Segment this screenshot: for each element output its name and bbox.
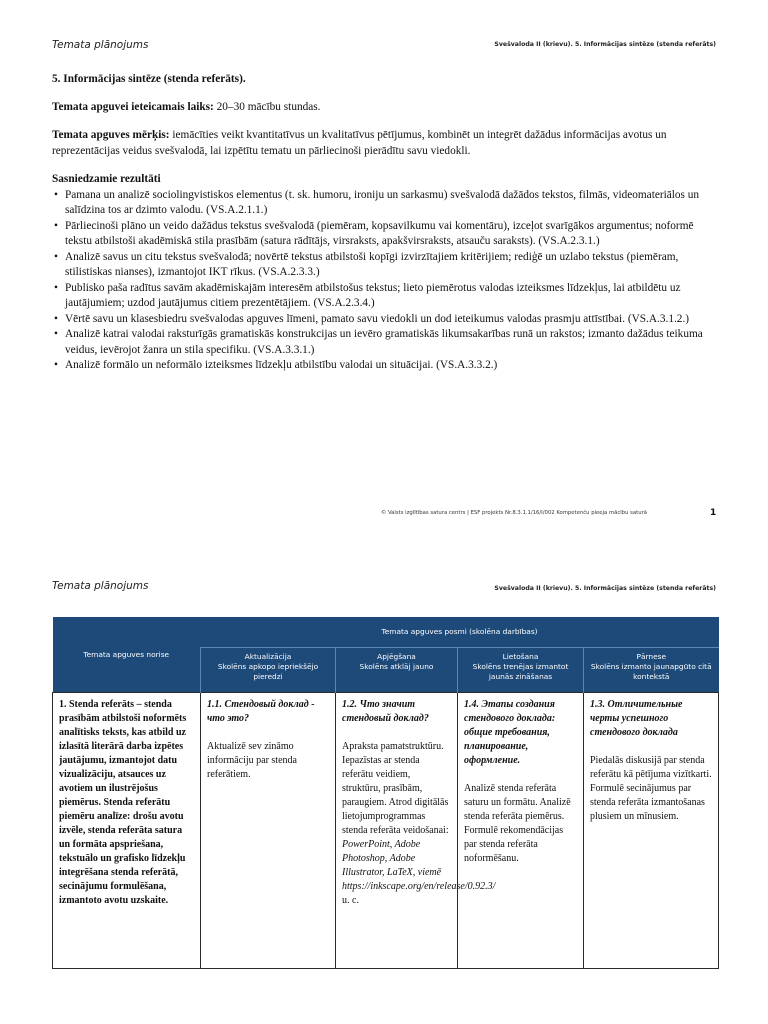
cell-title: 1.1. Стендовый доклад - что это? bbox=[207, 699, 315, 724]
cell-lietosana bbox=[458, 693, 584, 969]
results-list bbox=[52, 188, 718, 374]
goal-text: iemācīties veikt kvantitatīvus un kvalitatīvus pētījumus, kombinēt un integrēt dažādus informācijas avotus un reprezentācijas veidus svešvalodā, lai izpētītu tematu un pārliecinoši pierādītu savu viedokli. bbox=[52, 129, 667, 157]
result-item: • Pamana un analizē sociolingvistiskos elementus (t. sk. humoru, ironiju un sarkasmu) svešvalodā dažādos tekstos, filmās, videomateriālos un salīdzina tos ar dzimto valodu. (VS.A.2.1.1.) bbox=[65, 188, 718, 219]
time-label: Temata apguvei ieteicamais laiks: bbox=[52, 100, 214, 113]
topic-title: 5. Informācijas sintēze (stenda referāts). bbox=[52, 73, 246, 85]
result-item: • Pārliecinoši plāno un veido dažādus tekstus svešvalodā (piemēram, kopsavilkumu vai komentāru), izceļot svarīgākos argumentus; noformē tekstu atbilstoši akadēmiskā stila prasībām (satura rādītājs, virsraksts, apakšvirsraksts, atsauču saraksts). (VS.A.2.3.1.) bbox=[65, 219, 718, 250]
goal-label: Temata apguves mērķis: bbox=[52, 129, 170, 141]
page2-header-right: Svešvaloda II (krievu). 5. Informācijas sintēze (stenda referāts) bbox=[494, 585, 716, 592]
stage-desc: Skolēns apkopo iepriekšējo pieredzi bbox=[217, 662, 319, 681]
cell-title: 1.2. Что значит стендовый доклад? bbox=[342, 699, 429, 724]
page1-body bbox=[52, 72, 718, 374]
result-item: • Publisko paša radītus savām akadēmiskajām interesēm atbilstošus tekstus; lieto piemērotus valodas izteiksmes līdzekļus, lai atbildētu uz jautājumiem; uzdod jautājumus citiem prezentētājiem. (VS.A.2.3.4.) bbox=[65, 281, 718, 312]
stage-header-aktualizacija bbox=[201, 648, 336, 693]
stage-desc: Skolēns trenējas izmantot jaunās zināšanas bbox=[472, 662, 569, 681]
page-header-left: Temata plānojums bbox=[52, 39, 149, 51]
time-value: 20–30 mācību stundas. bbox=[213, 100, 321, 113]
cell-title: 1.3. Отличительные черты успешного стендового доклада bbox=[590, 699, 683, 738]
stage-name: Lietošana bbox=[502, 652, 539, 661]
results-title: Sasniedzamie rezultāti bbox=[52, 173, 161, 185]
cell-text: Piedalās diskusijā par stenda referātu kā pētījuma vizītkarti. Formulē secinājumus par stenda referāta izmantošanas plusiem un mīnusiem. bbox=[590, 755, 712, 822]
header-norise: Temata apguves norise bbox=[53, 617, 201, 693]
cell-text: Aktualizē sev zināmo informāciju par stenda referātiem. bbox=[207, 741, 297, 780]
stage-header-lietosana bbox=[458, 648, 584, 693]
cell-apjegsana bbox=[336, 693, 496, 969]
page2-header-left: Temata plānojums bbox=[52, 580, 149, 592]
stage-desc: Skolēns atklāj jauno bbox=[359, 662, 434, 671]
time-row bbox=[52, 100, 718, 116]
result-item: • Analizē savus un citu tekstus svešvalodā; novērtē tekstus atbilstoši kopīgi izvirzītajiem kritērijiem; rediģē un uzlabo tekstus (piemēram, stilistiskas nianses), izmantojot IKT rīkus. (VS.A.2.3.3.) bbox=[65, 250, 718, 281]
cell-text-part: u. c. bbox=[342, 895, 359, 906]
stage-header-parnese bbox=[584, 648, 719, 693]
result-item: • Vērtē savu un klasesbiedru svešvalodas apguves līmeni, pamato savu viedokli un dod ieteikumus valodas prasmju attīstībai. (VS.A.3.1.2.) bbox=[65, 312, 718, 328]
stage-name: Pārnese bbox=[636, 652, 667, 661]
cell-text-apps: PowerPoint, Adobe Photoshop, Adobe Illustrator, LaTeX, viemē https://inkscape.org/en/release/0.92.3/ bbox=[342, 839, 496, 892]
stage-header-apjegsana bbox=[336, 648, 458, 693]
result-item: • Analizē katrai valodai raksturīgās gramatiskās konstrukcijas un ievēro gramatiskās likumsakarības runā un rakstos; izmanto dažādus teikuma veidus, ievērojot žanra un stila specifiku. (VS.A.3.3.1.) bbox=[65, 327, 718, 358]
stage-desc: Skolēns izmanto jaunapgūto citā kontekstā bbox=[590, 662, 712, 681]
cell-text bbox=[342, 740, 496, 908]
page-number: 1 bbox=[710, 508, 717, 518]
plan-table bbox=[52, 617, 719, 969]
goal-row bbox=[52, 128, 718, 159]
page-header-right: Svešvaloda II (krievu). 5. Informācijas sintēze (stenda referāts) bbox=[494, 41, 716, 48]
stage-name: Apjēgšana bbox=[377, 652, 416, 661]
cell-norise: 1. Stenda referāts – stenda prasībām atbilstoši noformēts analītisks teksts, kas atbild uz izlasītā literārā darba izpētes jautājumu, izmantojot datu vizualizāciju, atsauces uz avotiem un ilustrējošus piemērus. Stenda referātu piemēru analīze: drošu avotu izvēle, stenda referāta satura un formāta apspriešana, tekstuālo un grafisko līdzekļu integrēšana stenda referātā, secinājumu formulēšana, izmantoto avotu uzskaite. bbox=[53, 693, 201, 969]
page-footer: © Valsts izglītības satura centrs | ESF projekts Nr.8.3.1.1/16/I/002 Kompetenču pieeja mācību saturā bbox=[380, 510, 647, 516]
result-item: • Analizē formālo un neformālo izteiksmes līdzekļu atbilstību valodai un situācijai. (VS.A.3.3.2.) bbox=[65, 358, 718, 374]
cell-title: 1.4. Этапы создания стендового доклада: общие требования, планирование, оформление. bbox=[464, 699, 556, 766]
cell-text-part: Apraksta pamatstruktūru. Iepazīstas ar stenda referātu veidiem, struktūru, prasībām, paraugiem. Atrod digitālās lietojumprogrammas stenda referāta veidošanai: bbox=[342, 741, 449, 836]
header-stages: Temata apguves posmi (skolēna darbības) bbox=[201, 617, 719, 648]
cell-aktualizacija bbox=[201, 693, 336, 969]
cell-text: Analizē stenda referāta saturu un formātu. Analizē stenda referāta piemērus. Formulē rekomendācijas par stenda referāta noformēšanu. bbox=[464, 783, 571, 864]
stage-name: Aktualizācija bbox=[244, 652, 292, 661]
cell-parnese bbox=[584, 693, 719, 969]
